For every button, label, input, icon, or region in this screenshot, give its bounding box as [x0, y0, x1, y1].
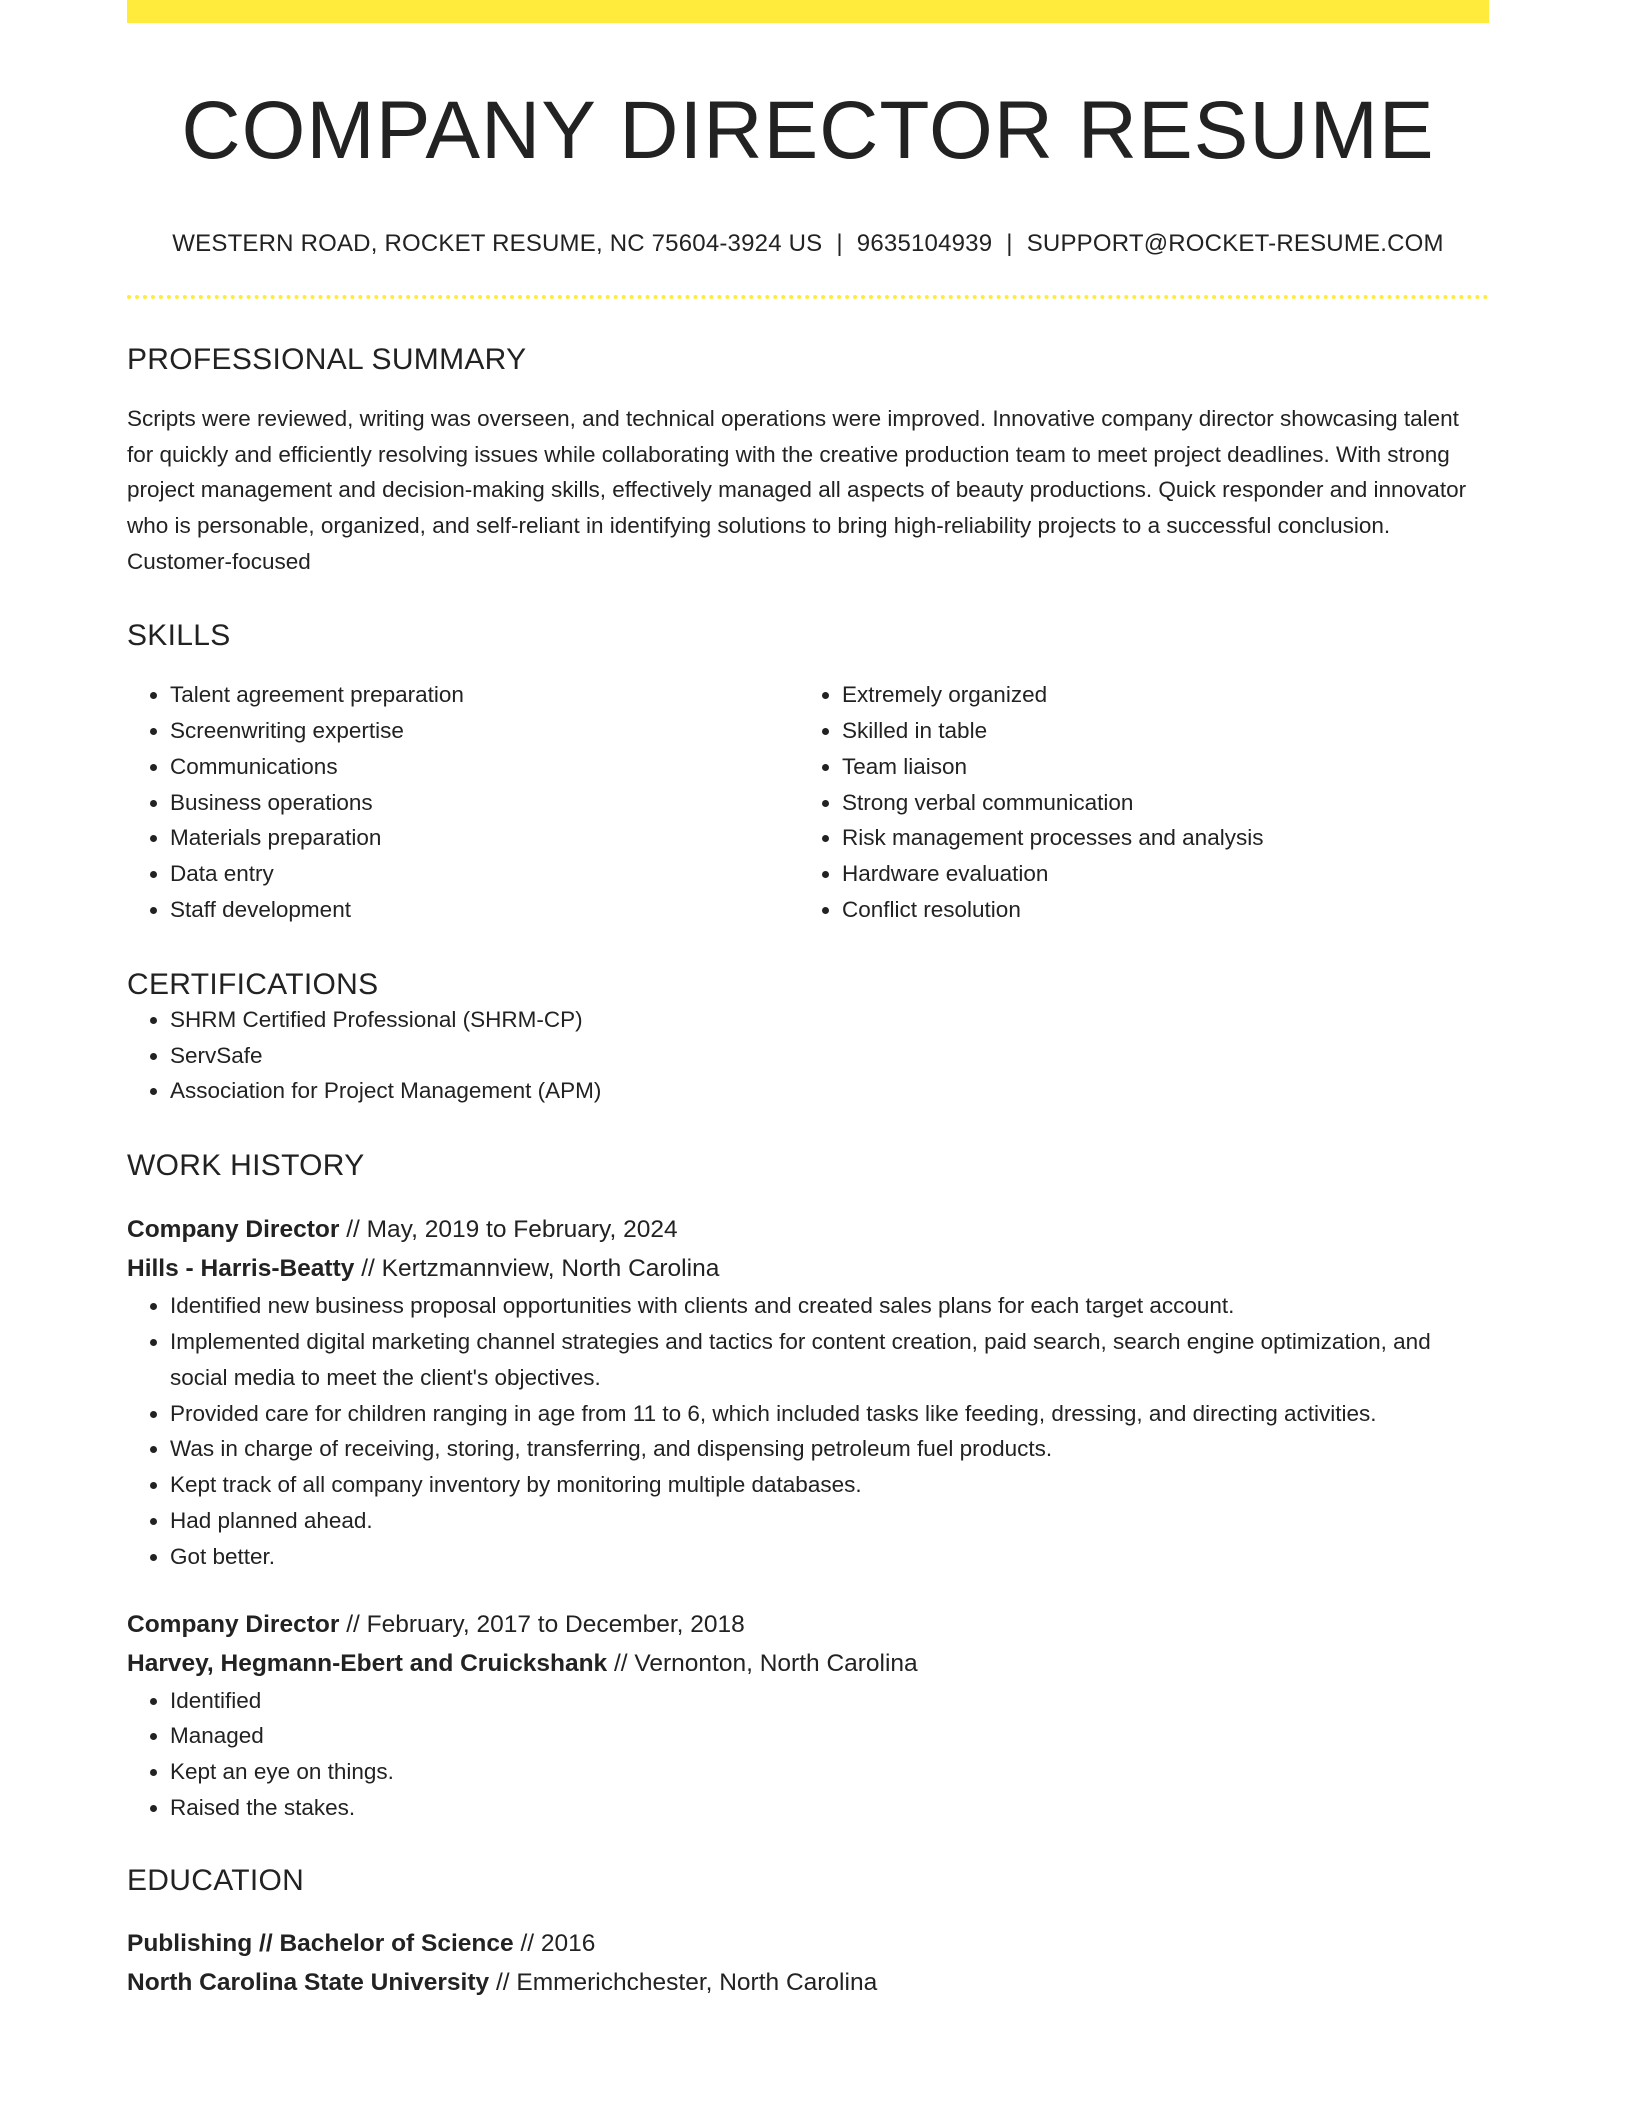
contact-line — [127, 230, 1489, 258]
job-title: Company Director — [127, 1610, 340, 1638]
job-duty: • Implemented digital marketing channel strategies and tactics for content creation, paid search, search engine optimization, and social media to meet the client's objectives. — [170, 1324, 1489, 1396]
job-duty: • Managed — [170, 1718, 1489, 1754]
header-divider — [127, 295, 1489, 299]
job-duty: • Identified — [170, 1683, 1489, 1719]
summary-text: Scripts were reviewed, writing was overseen, and technical operations were improved. Innovative company director showcasing talent for quickly and efficiently resolving issues while collaborating with the creative production team to meet project deadlines. With strong project management and decision-making skills, effectively managed all aspects of beauty productions. Quick responder and innovator who is personable, organized, and self-reliant in identifying solutions to bring high-reliability projects to a successful conclusion. Customer-focused — [127, 406, 1467, 574]
certifications-heading: CERTIFICATIONS — [127, 967, 379, 1001]
skill-item: • Staff development — [170, 892, 799, 928]
skill-item: • Business operations — [170, 785, 799, 821]
contact-separator: | — [836, 230, 843, 258]
skills-list-left — [127, 677, 799, 928]
skill-item: • Screenwriting expertise — [170, 713, 799, 749]
job-duties-list — [127, 1683, 1489, 1826]
page-title: COMPANY DIRECTOR RESUME — [181, 85, 1435, 176]
job-dates: // February, 2017 to December, 2018 — [339, 1610, 745, 1638]
certification-item: • Association for Project Management (APM) — [170, 1073, 1489, 1109]
education-year: // 2016 — [513, 1929, 596, 1957]
job-company: Hills - Harris-Beatty — [127, 1255, 355, 1283]
skill-item: • Risk management processes and analysis — [842, 820, 1471, 856]
skills-list-right — [799, 677, 1471, 928]
job-company-line — [127, 1249, 1489, 1288]
skill-item: • Strong verbal communication — [842, 785, 1471, 821]
job-duties-list — [127, 1288, 1489, 1574]
certification-item: • ServSafe — [170, 1038, 1489, 1074]
skill-item: • Hardware evaluation — [842, 856, 1471, 892]
job-title-line — [127, 1210, 1489, 1249]
job-duty: • Kept an eye on things. — [170, 1754, 1489, 1790]
job-duty: • Had planned ahead. — [170, 1503, 1489, 1539]
education-location: // Emmerichchester, North Carolina — [489, 1968, 878, 1996]
job-duty: • Kept track of all company inventory by monitoring multiple databases. — [170, 1467, 1489, 1503]
contact-address: WESTERN ROAD, ROCKET RESUME, NC 75604-3924 US — [172, 230, 823, 258]
education-heading: EDUCATION — [127, 1863, 305, 1897]
job-duty: • Raised the stakes. — [170, 1790, 1489, 1826]
skill-item: • Skilled in table — [842, 713, 1471, 749]
job-duty: • Got better. — [170, 1539, 1489, 1575]
certifications-list — [127, 1002, 1489, 1109]
contact-separator: | — [1006, 230, 1013, 258]
top-accent-bar — [127, 0, 1489, 23]
certification-item: • SHRM Certified Professional (SHRM-CP) — [170, 1002, 1489, 1038]
education-school: North Carolina State University — [127, 1968, 490, 1996]
skill-item: • Extremely organized — [842, 677, 1471, 713]
contact-email: SUPPORT@ROCKET-RESUME.COM — [1026, 230, 1444, 258]
skills-heading: SKILLS — [127, 619, 231, 653]
resume-page — [127, 0, 1489, 2002]
job-duty: • Identified new business proposal opportunities with clients and created sales plans for each target account. — [170, 1288, 1489, 1324]
work-history-heading: WORK HISTORY — [127, 1149, 365, 1183]
job-dates: // May, 2019 to February, 2024 — [339, 1216, 678, 1244]
education-degree: Publishing // Bachelor of Science — [127, 1929, 514, 1957]
job-company: Harvey, Hegmann-Ebert and Cruickshank — [127, 1649, 608, 1677]
job-title: Company Director — [127, 1216, 340, 1244]
job-duty: • Was in charge of receiving, storing, transferring, and dispensing petroleum fuel products. — [170, 1431, 1489, 1467]
skill-item: • Conflict resolution — [842, 892, 1471, 928]
skills-grid — [127, 677, 1489, 928]
contact-phone: 9635104939 — [856, 230, 993, 258]
skill-item: • Data entry — [170, 856, 799, 892]
education-degree-line — [127, 1924, 1489, 1963]
skill-item: • Materials preparation — [170, 820, 799, 856]
skill-item: • Team liaison — [842, 749, 1471, 785]
job-company-line — [127, 1644, 1489, 1683]
summary-heading: PROFESSIONAL SUMMARY — [127, 343, 527, 377]
job-location: // Vernonton, North Carolina — [607, 1649, 918, 1677]
education-school-line — [127, 1963, 1489, 2002]
skill-item: • Talent agreement preparation — [170, 677, 799, 713]
job-duty: • Provided care for children ranging in age from 11 to 6, which included tasks like feeding, dressing, and directing activities. — [170, 1396, 1489, 1432]
job-title-line — [127, 1605, 1489, 1644]
skill-item: • Communications — [170, 749, 799, 785]
job-location: // Kertzmannview, North Carolina — [354, 1255, 720, 1283]
